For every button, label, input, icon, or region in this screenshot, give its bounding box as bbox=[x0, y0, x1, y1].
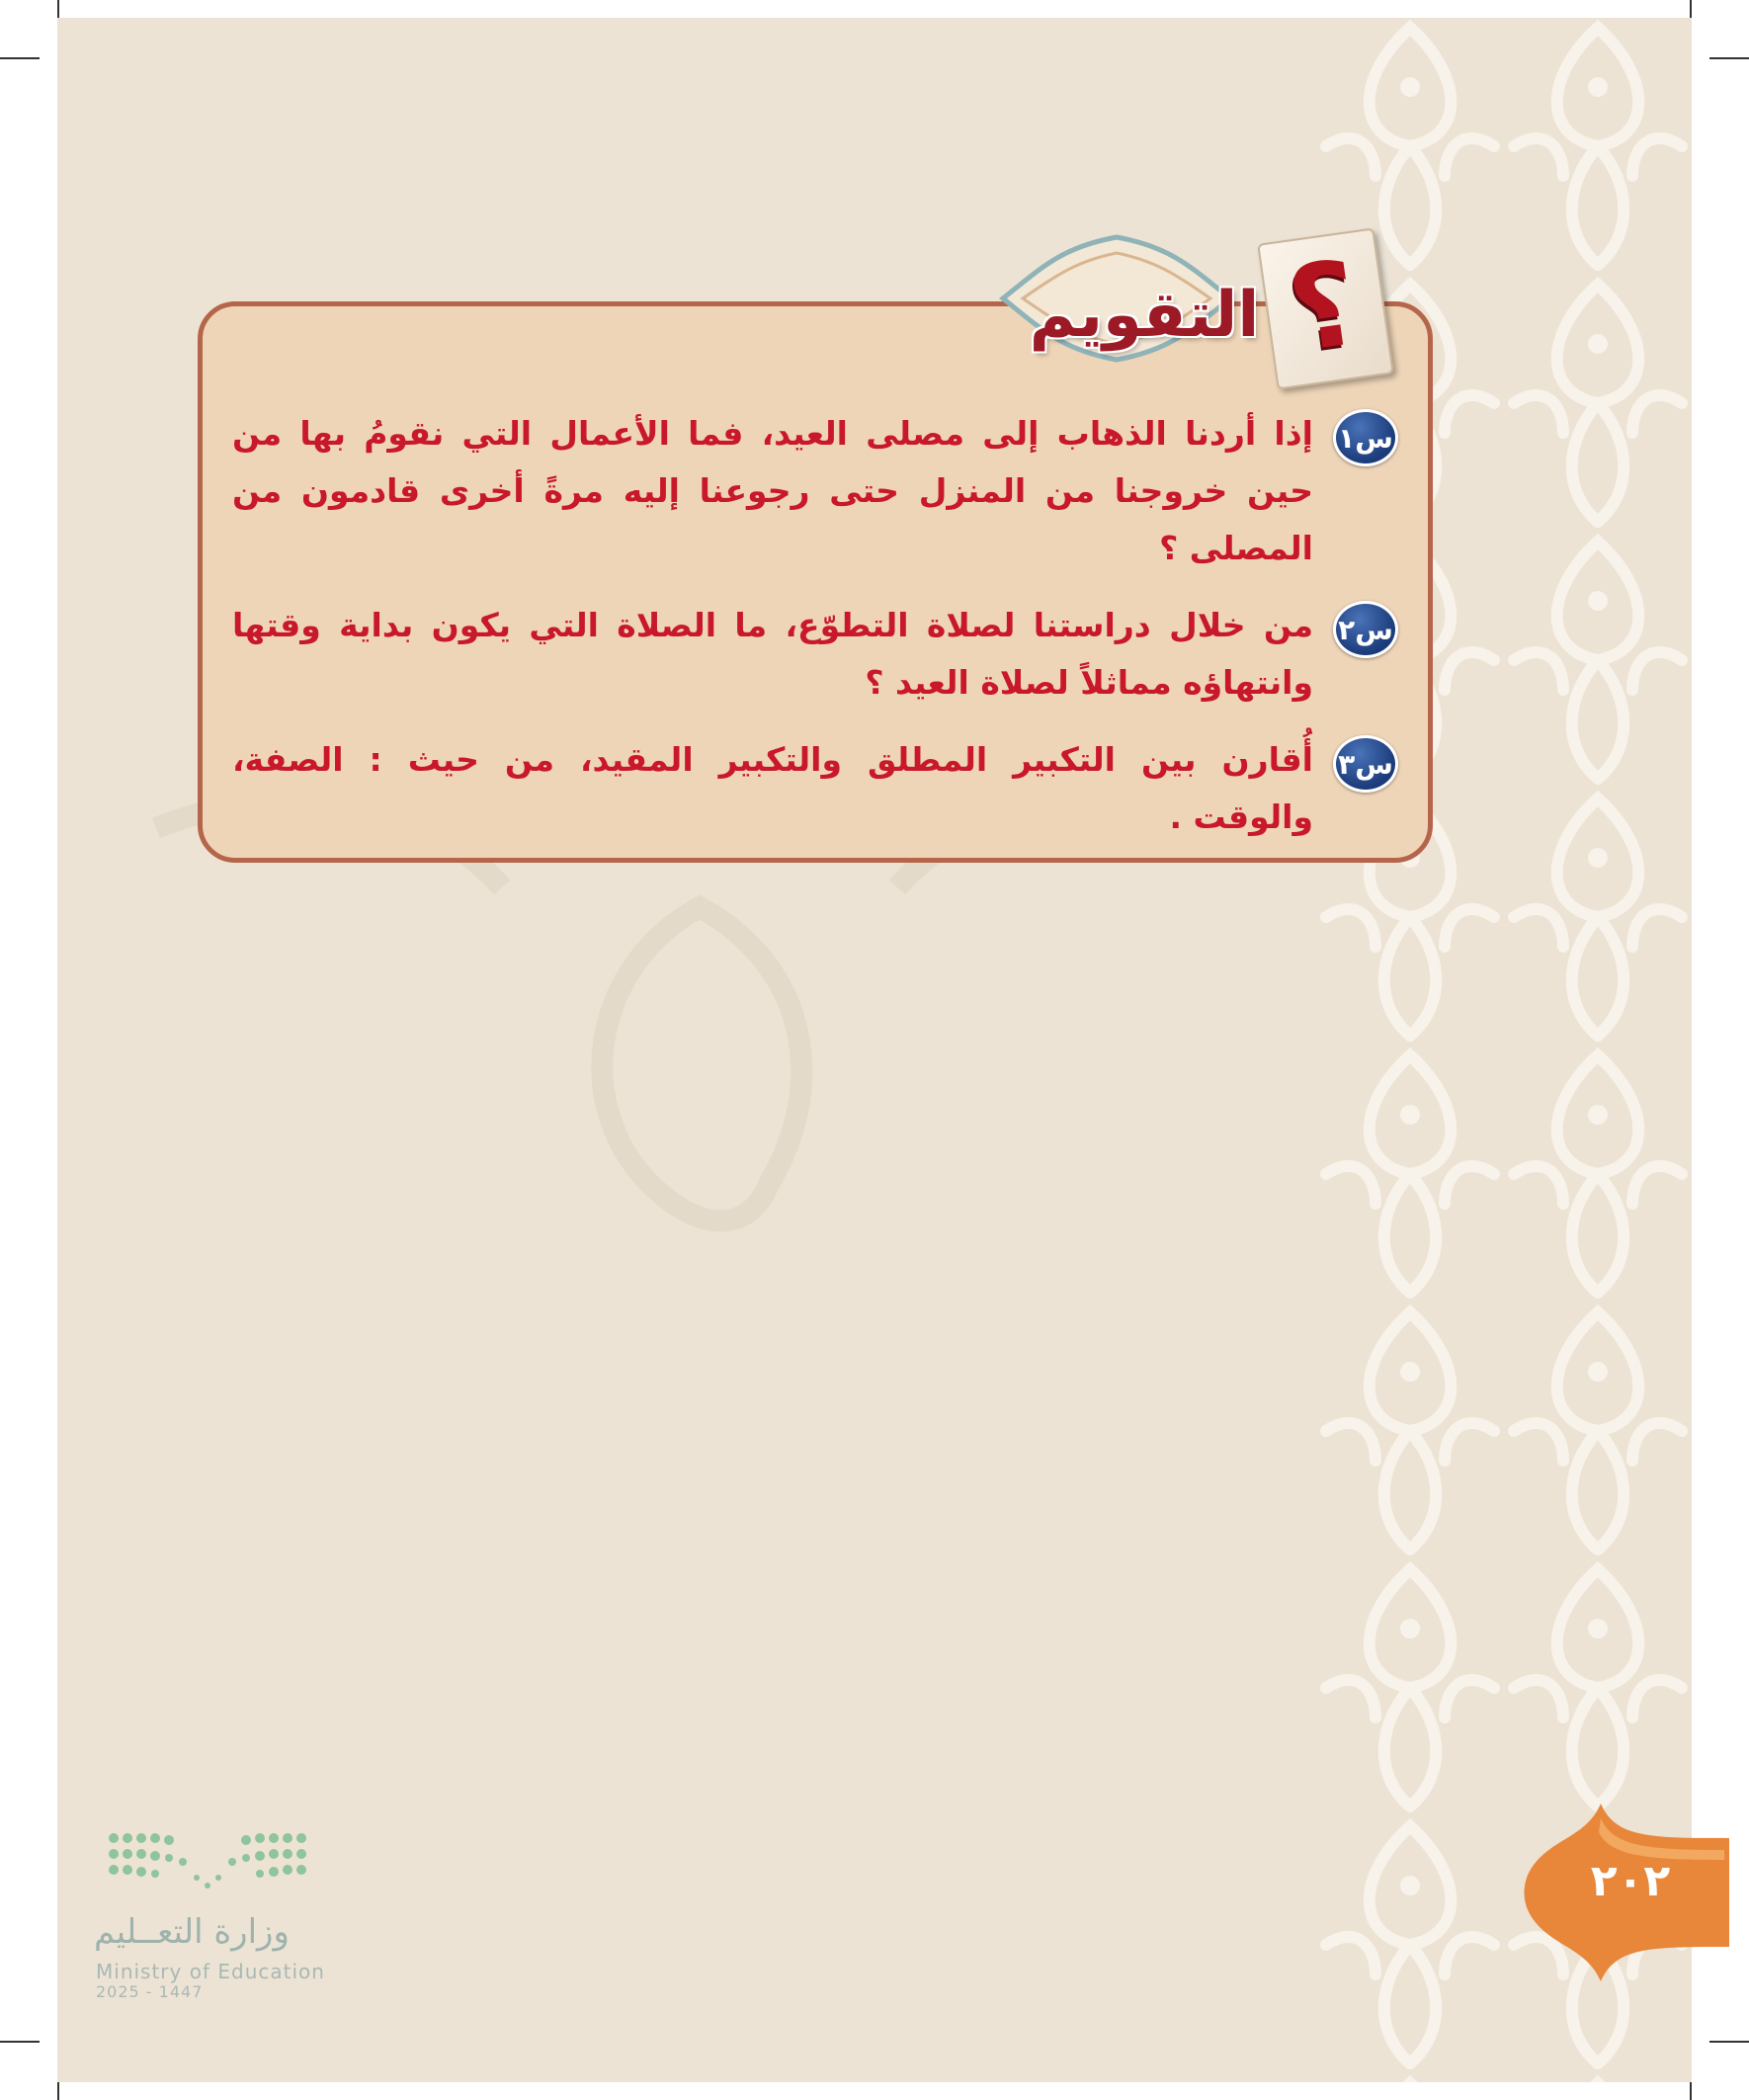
question-mark-icon: ? bbox=[1280, 233, 1367, 379]
ministry-year: 2025 - 1447 bbox=[96, 1982, 204, 2001]
section-title: التقويم bbox=[1029, 279, 1260, 352]
crop-mark bbox=[1709, 2041, 1749, 2043]
ministry-name-arabic: وزارة التعــليم bbox=[94, 1912, 290, 1952]
ministry-name-english: Ministry of Education bbox=[96, 1960, 325, 1983]
crop-mark bbox=[1709, 57, 1749, 59]
crop-mark bbox=[0, 57, 40, 59]
page-number: ٢٠٢ bbox=[1590, 1856, 1671, 1906]
crop-mark bbox=[0, 2041, 40, 2043]
question-text: أُقارن بين التكبير المطلق والتكبير المقيد، من حيث : الصفة، والوقت . bbox=[232, 740, 1313, 836]
question-item bbox=[232, 597, 1398, 712]
question-number-badge: س١ bbox=[1333, 409, 1398, 466]
questions-list bbox=[232, 405, 1398, 866]
question-item bbox=[232, 405, 1398, 577]
question-text: إذا أردنا الذهاب إلى مصلى العيد، فما الأعمال التي نقومُ بها من حين خروجنا من المنزل حتى رجوعنا إليه مرةً أخرى قادمون من المصلى ؟ bbox=[232, 414, 1313, 567]
question-number-badge: س٢ bbox=[1333, 601, 1398, 658]
question-item bbox=[232, 731, 1398, 846]
question-text: من خلال دراستنا لصلاة التطوّع، ما الصلاة التي يكون بداية وقتها وانتهاؤه مماثلاً لصلاة العيد ؟ bbox=[232, 606, 1313, 702]
question-number-badge: س٣ bbox=[1333, 735, 1398, 793]
